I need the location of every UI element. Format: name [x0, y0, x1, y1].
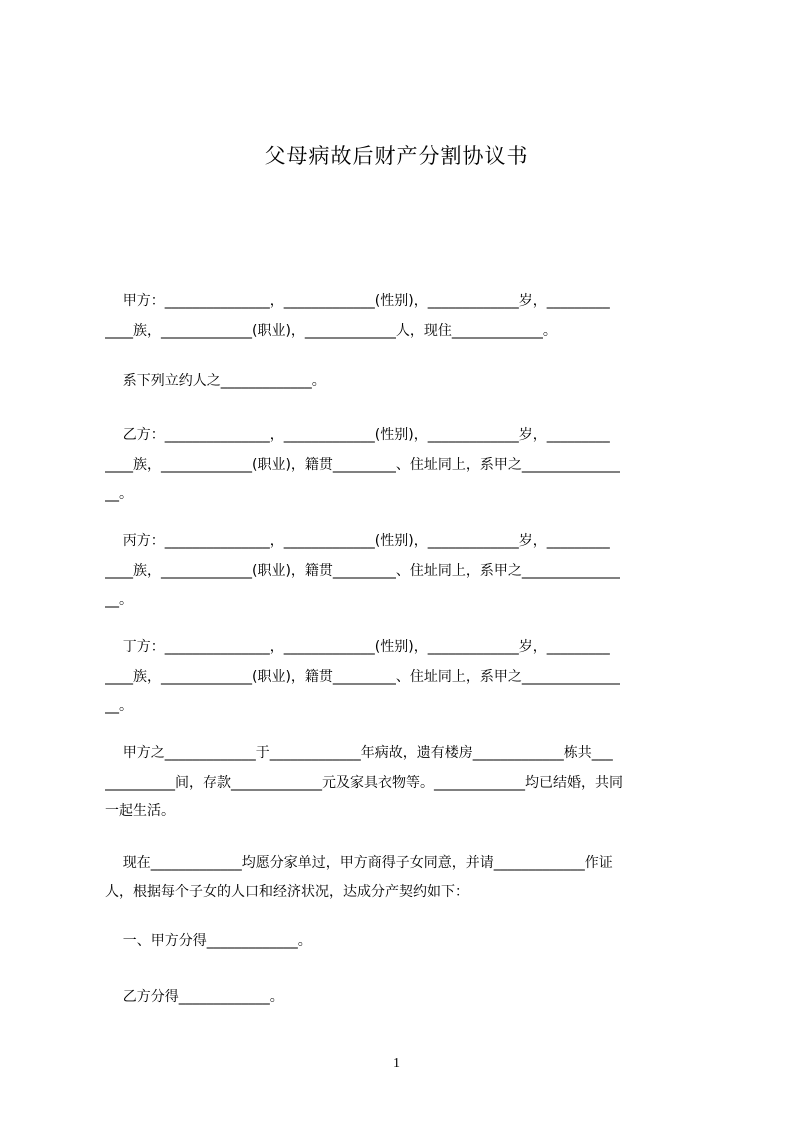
agreement-line-1: 现在_____________均愿分家单过，甲方商得子女同意，并请_____________作证 — [105, 855, 613, 871]
document-title: 父母病故后财产分割协议书 — [264, 144, 529, 168]
clause-1-line: 一、甲方分得_____________。 — [105, 933, 312, 949]
estate-line-3: 一起生活。 — [105, 803, 175, 819]
relation-line: 系下列立约人之_____________。 — [105, 373, 326, 389]
party-d-line-3: __。 — [105, 698, 133, 714]
agreement-line-2: 人，根据每个子女的人口和经济状况，达成分产契约如下： — [105, 884, 469, 900]
party-a-line-1: 甲方：_______________，_____________(性别)，_____________岁，_________ — [105, 293, 610, 309]
party-c-line-2: ____族，_____________(职业)，籍贯_________、住址同上，系甲之______________ — [105, 563, 620, 579]
estate-line-2: __________间，存款_____________元及家具衣物等。_____________均已结婚，共同 — [105, 775, 623, 791]
party-a-line-2: ____族，_____________(职业)，_____________人，现住_____________。 — [105, 323, 557, 339]
party-d-line-1: 丁方：_______________，_____________(性别)，_____________岁，_________ — [105, 639, 610, 655]
party-c-line-3: __。 — [105, 592, 133, 608]
page-number: 1 — [393, 1056, 400, 1071]
party-b-line-1: 乙方：_______________，_____________(性别)，_____________岁，_________ — [105, 427, 610, 443]
party-b-line-2: ____族，_____________(职业)，籍贯_________、住址同上，系甲之______________ — [105, 457, 620, 473]
estate-line-1: 甲方之_____________于_____________年病故，遗有楼房_____________栋共___ — [105, 745, 613, 761]
party-b-line-3: __。 — [105, 486, 133, 502]
party-c-line-1: 丙方：_______________，_____________(性别)，_____________岁，_________ — [105, 533, 610, 549]
party-d-line-2: ____族，_____________(职业)，籍贯_________、住址同上，系甲之______________ — [105, 669, 620, 685]
clause-2-line: 乙方分得_____________。 — [105, 989, 284, 1005]
